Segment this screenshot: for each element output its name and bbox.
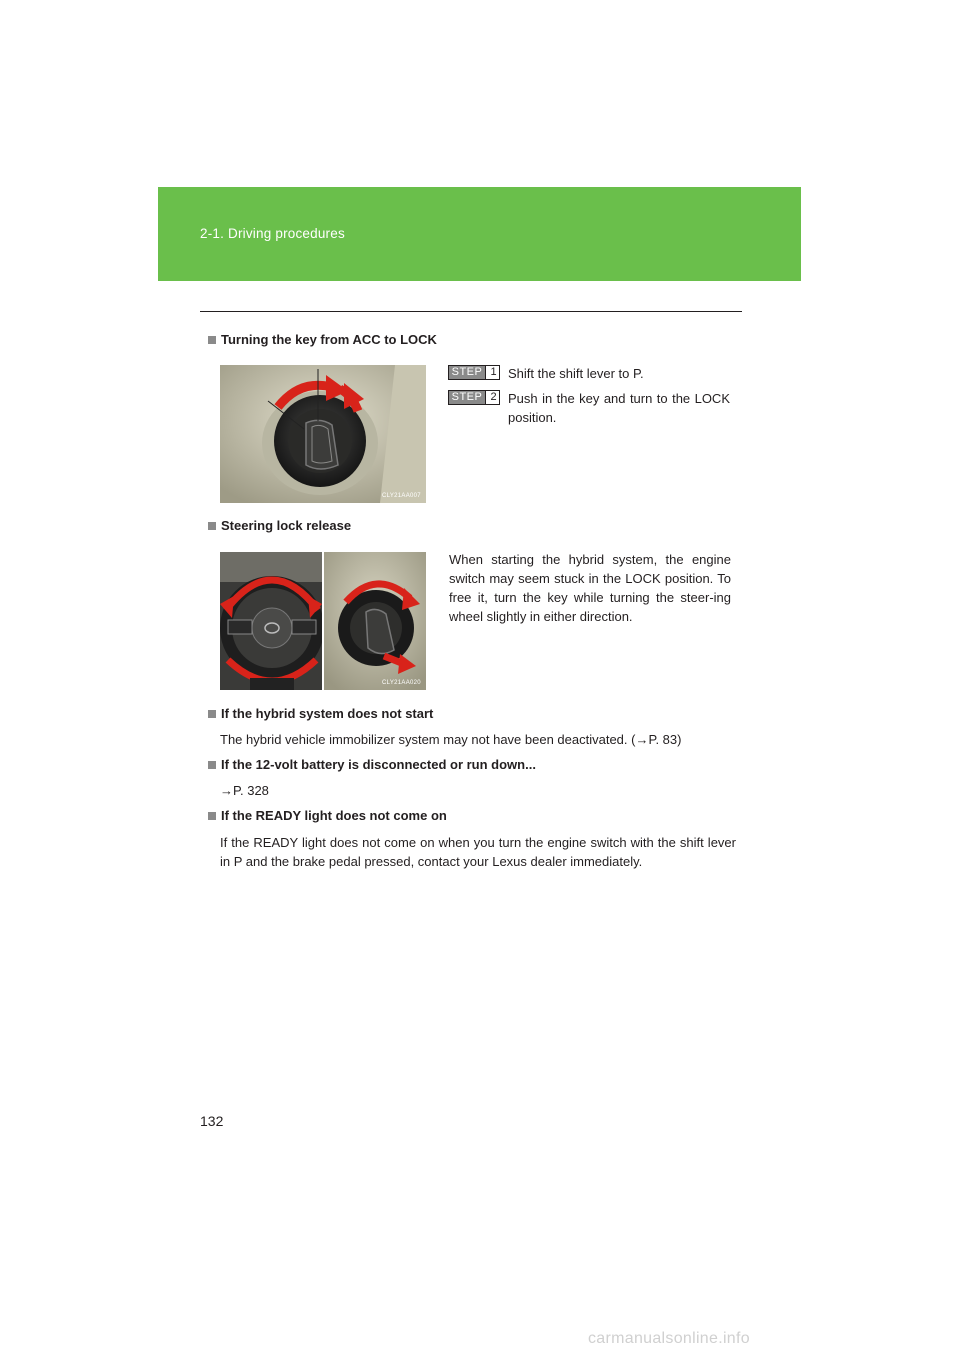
heading-turning-key (208, 332, 437, 347)
square-bullet-icon (208, 522, 216, 530)
heading-text: If the hybrid system does not start (221, 706, 434, 721)
section-title: 2-1. Driving procedures (200, 226, 345, 241)
ready-light-text: If the READY light does not come on when you turn the engine switch with the shift lever in P and the brake pedal pressed, contact your Lexus dealer immediately. (220, 835, 736, 869)
divider-rule (200, 311, 742, 312)
step-text: Push in the key and turn to the LOCK position. (508, 391, 730, 425)
hybrid-not-start-text: The hybrid vehicle immobilizer system may not have been deactivated. (→P. 83) (220, 732, 682, 747)
step-badge (448, 390, 500, 405)
square-bullet-icon (208, 812, 216, 820)
page-number: 132 (200, 1113, 224, 1129)
heading-steering-lock (208, 518, 351, 533)
square-bullet-icon (208, 761, 216, 769)
heading-text: Turning the key from ACC to LOCK (221, 332, 437, 347)
steering-wheel-image (220, 552, 322, 690)
step-text: Shift the shift lever to P. (508, 366, 644, 381)
step-badge-label: STEP (449, 366, 485, 379)
steering-lock-text: When starting the hybrid system, the engine switch may seem stuck in the LOCK position. To free it, turn the key while turning the steer-ing wheel slightly in either direction. (449, 552, 731, 624)
heading-ready-light (208, 808, 447, 823)
image-code: CLY21AA020 (382, 680, 421, 686)
heading-hybrid-not-start (208, 706, 433, 721)
square-bullet-icon (208, 336, 216, 344)
step-badge-label: STEP (449, 391, 485, 404)
watermark: carmanualsonline.info (588, 1330, 750, 1347)
key-cylinder-image (220, 365, 426, 503)
heading-battery (208, 757, 536, 772)
key-turn-image (324, 552, 426, 690)
step-badge (448, 365, 500, 380)
image-code: CLY21AA007 (382, 493, 421, 499)
square-bullet-icon (208, 710, 216, 718)
heading-text: Steering lock release (221, 518, 352, 533)
step-badge-number: 2 (485, 391, 501, 404)
heading-text: If the READY light does not come on (221, 808, 447, 823)
step-badge-number: 1 (485, 366, 501, 379)
battery-page-reference: →P. 328 (220, 783, 269, 798)
heading-text: If the 12-volt battery is disconnected or run down... (221, 757, 536, 772)
